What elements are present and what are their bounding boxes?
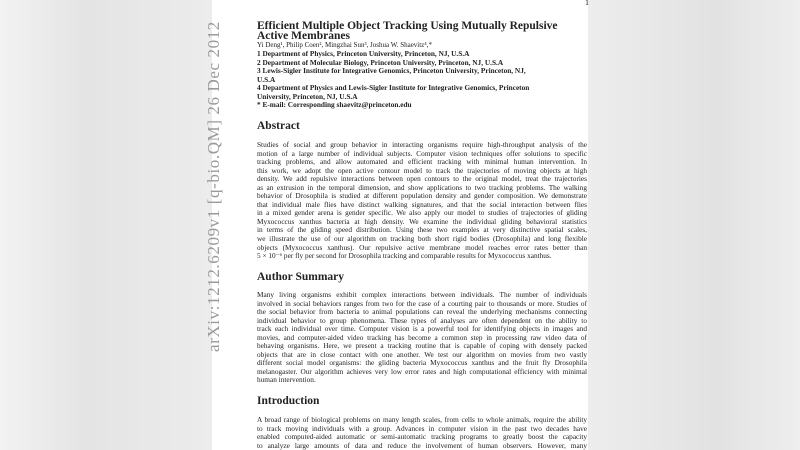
title-line: Efficient Multiple Object Tracking Using Mutually Repulsive	[257, 20, 558, 32]
text-line: Myxococcus xanthus bacteria at high density. We examine the individual gliding behavioral statistics	[257, 216, 587, 226]
text-line: as an extrusion in the temporal dimension, and show applications to two tracking problems. The walking	[257, 182, 587, 192]
text-line: behaving organisms. Here, we present a tracking routine that is capable of coping with densely packed	[257, 341, 587, 351]
author-summary-heading: Author Summary	[257, 271, 345, 283]
text-line: the social behavior from bacteria to animal populations can reveal the underlying mechanisms connecting	[257, 307, 587, 317]
text-line: density. We add repulsive interactions between open contours to the original model, treat the trajectories	[257, 174, 587, 184]
affiliations	[257, 50, 587, 110]
text-line: that individual male flies have distinct walking signatures, and that the social interaction between flies	[257, 199, 587, 209]
text-line: * E-mail: Corresponding shaevitz@princeton.edu	[257, 100, 412, 109]
text-line: track each individual over time. Computer vision is a powerful tool for identifying objects in images and	[257, 324, 587, 334]
text-line: Studies of social and group behavior in interacting organisms require high-throughput analysis of the	[257, 140, 587, 149]
text-line: University, Princeton, NJ, U.S.A	[257, 91, 358, 101]
text-line: 3 Lewis-Sigler Institute for Integrative Genomics, Princeton University, Princeton, NJ,	[257, 66, 526, 75]
text-line: behavior of Drosophila is studied at different population density and gender composition. We demonstrate	[257, 191, 587, 201]
text-line: Many living organisms exhibit complex interactions between individuals. The number of individuals	[257, 290, 587, 299]
introduction-heading: Introduction	[257, 395, 320, 407]
viewer-background-left	[0, 0, 212, 450]
text-line: 2 Department of Molecular Biology, Princeton University, Princeton, NJ, U.S.A	[257, 57, 504, 67]
text-line: tracking problems, and allow automated and efficient tracking with minimal human intervention. In	[257, 157, 587, 167]
text-line: objects that are in close contact with one another. We test our algorithm on movies from two vastly	[257, 349, 587, 359]
text-line: in terms of the gliding speed distribution. Using these two examples at very distinctive spatial scales,	[257, 225, 587, 235]
viewer-background-right	[588, 0, 800, 450]
text-line: to track moving individuals with a group. Advances in computer vision in the past two decades have	[257, 423, 587, 433]
text-line: 1 Department of Physics, Princeton University, Princeton, NJ, U.S.A	[257, 49, 470, 58]
text-line: movies, and computer-aided video tracking has become a common step in processing raw video data of	[257, 332, 587, 342]
text-line: 5 × 10⁻⁶ per fly per second for Drosophila tracking and comparable results for Myxococcus xanthus.	[257, 251, 552, 261]
text-line: to analyze large amounts of data and reduce the involvement of human observers. However, many	[257, 440, 587, 450]
author-list: Yi Deng¹, Philip Coen², Mingzhai Sun³, Joshua W. Shaevitz⁴,*	[257, 41, 432, 49]
text-line: objects (Myxococcus xanthus). Our repulsive active membrane model reaches error rates better than	[257, 242, 587, 252]
text-line: enabled computed-aided automatic or semi-automatic tracking programs to greatly boost the capacity	[257, 432, 587, 442]
abstract-heading: Abstract	[257, 120, 300, 132]
text-line: U.S.A	[257, 74, 276, 84]
title-line: Active Membranes	[257, 30, 350, 42]
text-line: this work, we adopt the open active contour model to track the trajectories of moving objects at high	[257, 165, 587, 175]
text-line: melanogaster. Our algorithm achieves very low error rates and high computational efficiency with minimal	[257, 366, 587, 376]
text-line: 4 Department of Physics and Lewis-Sigler Institute for Integrative Genomics, Princeton	[257, 83, 530, 92]
text-line: motion of a large number of individual subjects. Computer vision techniques offer solutions to specific	[257, 148, 587, 158]
page-number: 1	[585, 0, 589, 7]
paper-title	[257, 21, 587, 41]
author-summary-body	[257, 291, 587, 385]
paper-page	[212, 0, 588, 450]
text-line: human intervention.	[257, 375, 316, 385]
text-line: individual behavior to group phenomena. These types of analyses are often dependent on the ability to	[257, 315, 587, 325]
text-line: in a mixed gender arena is gender specific. We also apply our model to studies of trajectories of gliding	[257, 208, 587, 218]
text-line: we illustrate the use of our algorithm on tracking both short rigid bodies (Drosophila) and long flexible	[257, 234, 587, 244]
arxiv-identifier-stamp: arXiv:1212.6209v1 [q-bio.QM] 26 Dec 2012	[204, 21, 223, 352]
text-line: involved in social behaviors ranges from two for the case of a courting pair to thousands or more. Studies of	[257, 298, 587, 308]
introduction-body	[257, 416, 587, 450]
text-line: different social model organisms: the gliding bacteria Myxococcus xanthus and the fruit fly Drosophila	[257, 358, 587, 368]
text-line: A broad range of biological problems on many length scales, from cells to whole animals, require the ability	[257, 415, 587, 424]
abstract-body	[257, 141, 587, 261]
